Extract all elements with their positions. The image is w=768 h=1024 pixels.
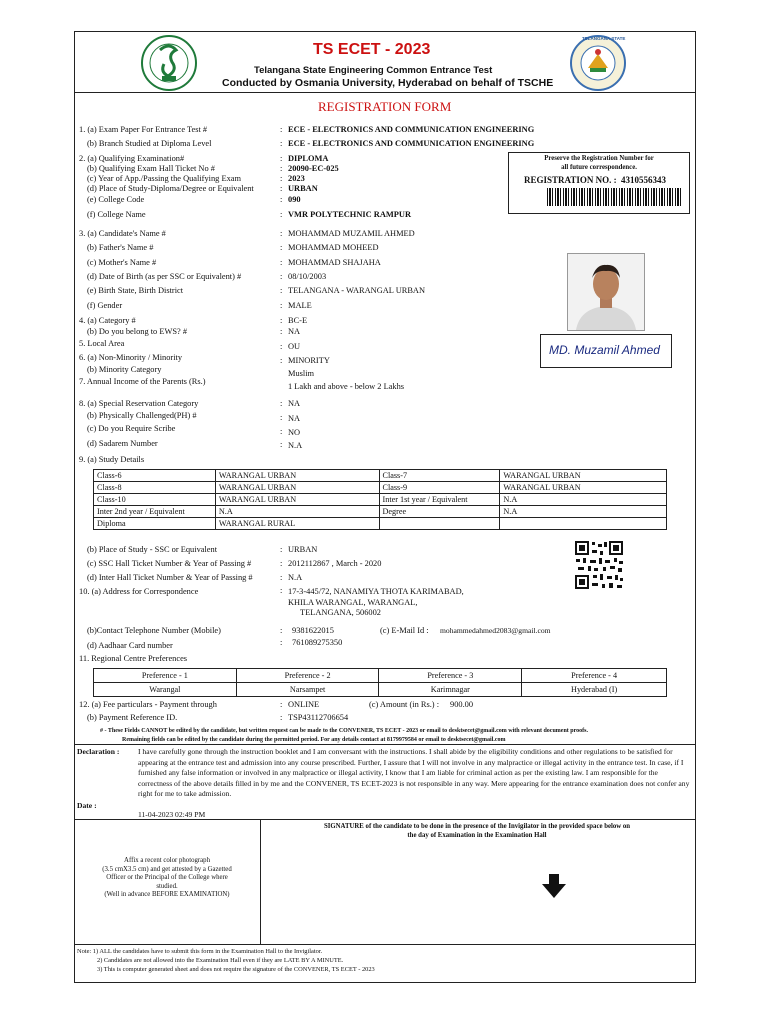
father-name-label: (b) Father's Name # <box>87 243 154 252</box>
ssc-hall-ticket-value: 2012112867 , March - 2020 <box>288 559 382 568</box>
table-row: Diploma WARANGAL RURAL <box>94 518 667 530</box>
fee-label: 12. (a) Fee particulars - Payment through <box>79 700 217 709</box>
edit-note-2: Remaining fields can be edited by the candidate during the permitted period. For any details contact at 8179979584 or email to desktsecet@gmail.com <box>122 737 506 743</box>
ph-value: NA <box>288 414 301 423</box>
college-name-value: VMR POLYTECHNIC RAMPUR <box>288 210 411 219</box>
branch-value: ECE - ELECTRONICS AND COMMUNICATION ENGINEERING <box>288 139 535 148</box>
declaration-label: Declaration : <box>77 747 120 756</box>
qualifying-exam-value: DIPLOMA <box>288 154 329 163</box>
barcode <box>547 188 681 206</box>
email-value: mohammedahmed2083@gmail.com <box>440 626 551 635</box>
photo-instructions: Affix a recent color photograph (3.5 cmX3.5 cm) and get attested by a Gazetted Officer or the Principal of the College where studied. (Well in advance BEFORE EXAMINATION) <box>102 857 232 898</box>
registration-label: REGISTRATION NO. : <box>524 175 617 185</box>
ews-value: NA <box>288 327 301 336</box>
aadhaar-label: (d) Aadhaar Card number <box>87 641 173 650</box>
year-passing-label: (c) Year of App./Passing the Qualifying Exam <box>87 174 241 183</box>
tsche-logo <box>568 34 628 92</box>
down-arrow-icon <box>541 873 567 899</box>
income-value: 1 Lakh and above - below 2 Lakhs <box>288 382 405 391</box>
table-row: Class-10 WARANGAL URBAN Inter 1st year / Equivalent N.A <box>94 494 667 506</box>
candidate-signature: MD. Muzamil Ahmed <box>549 343 660 357</box>
signature-box <box>540 334 672 368</box>
registration-number: 4310556343 <box>621 175 666 185</box>
father-name-value: MOHAMMAD MOHEED <box>288 243 379 252</box>
ssc-hall-ticket-label: (c) SSC Hall Ticket Number & Year of Passing # <box>87 559 252 568</box>
ews-label: (b) Do you belong to EWS? # <box>87 327 188 336</box>
registration-box <box>508 152 690 214</box>
table-row: Class-6 WARANGAL URBAN Class-7 WARANGAL URBAN <box>94 470 667 482</box>
phone-label: (b)Contact Telephone Number (Mobile) <box>87 626 221 635</box>
declaration-text: I have carefully gone through the instruction booklet and I am conversant with the instructions. I shall abide by the eligibility conditions and other regulations to be satisfied for appearing at the entrance test and admission into any course prescribed. Further, I assure that I will not involve in any malpractice or illegal activity in the entrance test. In case, if I furnished any false information or involved in any malpractice or illegal activity, I know that I am liable for criminal action as per the existing law. I am responsible for the correctness of the above details filled in by me and the CONVENER, TS ECET-2023 is not responsible in any way. Mere appearing for the entrance examination does not confer any right for me to take admission. <box>138 747 690 798</box>
dob-label: (d) Date of Birth (as per SSC or Equivalent) # <box>87 272 242 281</box>
header-subtitle: Telangana State Engineering Common Entrance Test <box>254 65 493 76</box>
edit-note: # - These Fields CANNOT be edited by the candidate, but written request can be made to the CONVENER, TS ECET - 2023 or email to desktsecet@gmail.com with relevant document proofs. <box>100 728 589 734</box>
qualifying-exam-label: 2. (a) Qualifying Examination# <box>79 154 185 163</box>
gender-value: MALE <box>288 301 312 310</box>
minority-category-value: Muslim <box>288 369 315 378</box>
phone-value: 9381622015 <box>292 626 334 635</box>
branch-label: (b) Branch Studied at Diploma Level <box>87 139 212 148</box>
table-row: Preference - 1 Preference - 2 Preference - 3 Preference - 4 <box>94 669 667 683</box>
fee-mode-value: ONLINE <box>288 700 320 709</box>
inter-hall-ticket-label: (d) Inter Hall Ticket Number & Year of Passing # <box>87 573 253 582</box>
registration-note-2: all future correspondence. <box>561 164 637 171</box>
college-code-value: 090 <box>288 195 301 204</box>
place-study-value: URBAN <box>288 184 318 193</box>
address-line-1: 17-3-445/72, NANAMIYA THOTA KARIMABAD, <box>288 587 464 596</box>
ph-label: (b) Physically Challenged(PH) # <box>87 411 197 420</box>
local-area-label: 5. Local Area <box>79 339 125 348</box>
exam-paper-label: 1. (a) Exam Paper For Entrance Test # <box>79 125 208 134</box>
candidate-name-value: MOHAMMAD MUZAMIL AHMED <box>288 229 415 238</box>
form-title: REGISTRATION FORM <box>318 99 452 114</box>
special-reservation-value: NA <box>288 399 301 408</box>
hall-ticket-label: (b) Qualifying Exam Hall Ticket No # <box>87 164 215 173</box>
ssc-place-label: (b) Place of Study - SSC or Equivalent <box>87 545 218 554</box>
special-reservation-label: 8. (a) Special Reservation Category <box>79 399 199 408</box>
category-label: 4. (a) Category # <box>79 316 136 325</box>
preferences-label: 11. Regional Centre Preferences <box>79 654 188 663</box>
income-label: 7. Annual Income of the Parents (Rs.) <box>79 377 206 386</box>
payment-ref-label: (b) Payment Reference ID. <box>87 713 178 722</box>
exam-paper-value: ECE - ELECTRONICS AND COMMUNICATION ENGINEERING <box>288 125 535 134</box>
hall-ticket-value: 20090-EC-025 <box>288 164 339 173</box>
mother-name-value: MOHAMMAD SHAJAHA <box>288 258 381 267</box>
gender-label: (f) Gender <box>87 301 123 310</box>
date-label: Date : <box>77 801 97 810</box>
table-row: Warangal Narsampet Karimnagar Hyderabad (I) <box>94 683 667 697</box>
college-code-label: (e) College Code <box>87 195 145 204</box>
payment-ref-value: TSP43112706654 <box>288 713 349 722</box>
college-name-label: (f) College Name <box>87 210 146 219</box>
scribe-label: (c) Do you Require Scribe <box>87 424 176 433</box>
minority-value: MINORITY <box>288 356 330 365</box>
study-details-label: 9. (a) Study Details <box>79 455 145 464</box>
footer-note-1: Note: 1) ALL the candidates have to submit this form in the Examination Hall to the Invigilator. <box>77 948 323 955</box>
page-title: TS ECET - 2023 <box>313 41 431 58</box>
address-line-2: KHILA WARANGAL, WARANGAL, <box>288 598 418 607</box>
birth-state-label: (e) Birth State, Birth District <box>87 286 184 295</box>
scribe-value: NO <box>288 428 301 437</box>
minority-label: 6. (a) Non-Minority / Minority <box>79 353 183 362</box>
registration-note: Preserve the Registration Number for <box>544 155 654 162</box>
address-line-3: TELANGANA, 506002 <box>300 608 381 617</box>
amount-label: (c) Amount (in Rs.) : <box>369 700 440 709</box>
email-label: (c) E-Mail Id : <box>380 626 429 635</box>
category-value: BC-E <box>288 316 308 325</box>
birth-state-value: TELANGANA - WARANGAL URBAN <box>288 286 426 295</box>
aadhaar-value: 761089275350 <box>292 638 343 647</box>
footer-note-3: 3) This is computer generated sheet and does not require the signature of the CONVENER, TS ECET - 2023 <box>97 966 375 973</box>
address-label: 10. (a) Address for Correspondence <box>79 587 199 596</box>
local-area-value: OU <box>288 342 301 351</box>
signature-instructions: SIGNATURE of the candidate to be done in the presence of the Invigilator in the provided space below on the day of Examination in the Examination Hall <box>323 823 631 839</box>
sadarem-value: N.A <box>288 441 303 450</box>
header-conducted-by: Conducted by Osmania University, Hyderabad on behalf of TSCHE <box>222 77 554 89</box>
date-value: 11-04-2023 02:49 PM <box>138 810 206 819</box>
study-details-table <box>93 469 667 530</box>
qr-code <box>574 540 624 590</box>
ssc-place-value: URBAN <box>288 545 318 554</box>
inter-hall-ticket-value: N.A <box>288 573 303 582</box>
university-seal-logo <box>138 34 200 92</box>
mother-name-label: (c) Mother's Name # <box>87 258 157 267</box>
tsche-logo-text: TELANGANA STATE <box>582 36 626 41</box>
minority-category-label: (b) Minority Category <box>87 365 162 374</box>
header-separator <box>74 92 695 93</box>
year-passing-value: 2023 <box>288 174 305 183</box>
table-row: Inter 2nd year / Equivalent N.A Degree N.A <box>94 506 667 518</box>
footer-note-2: 2) Candidates are not allowed into the Examination Hall even if they are LATE BY A MINUTE. <box>97 957 344 964</box>
place-study-label: (d) Place of Study-Diploma/Degree or Equivalent <box>87 184 254 193</box>
preferences-table <box>93 668 667 697</box>
candidate-name-label: 3. (a) Candidate's Name # <box>79 229 166 238</box>
table-row: Class-8 WARANGAL URBAN Class-9 WARANGAL URBAN <box>94 482 667 494</box>
dob-value: 08/10/2003 <box>288 272 327 281</box>
sadarem-label: (d) Sadarem Number <box>87 439 158 448</box>
candidate-photo <box>567 253 645 331</box>
amount-value: 900.00 <box>450 700 474 709</box>
